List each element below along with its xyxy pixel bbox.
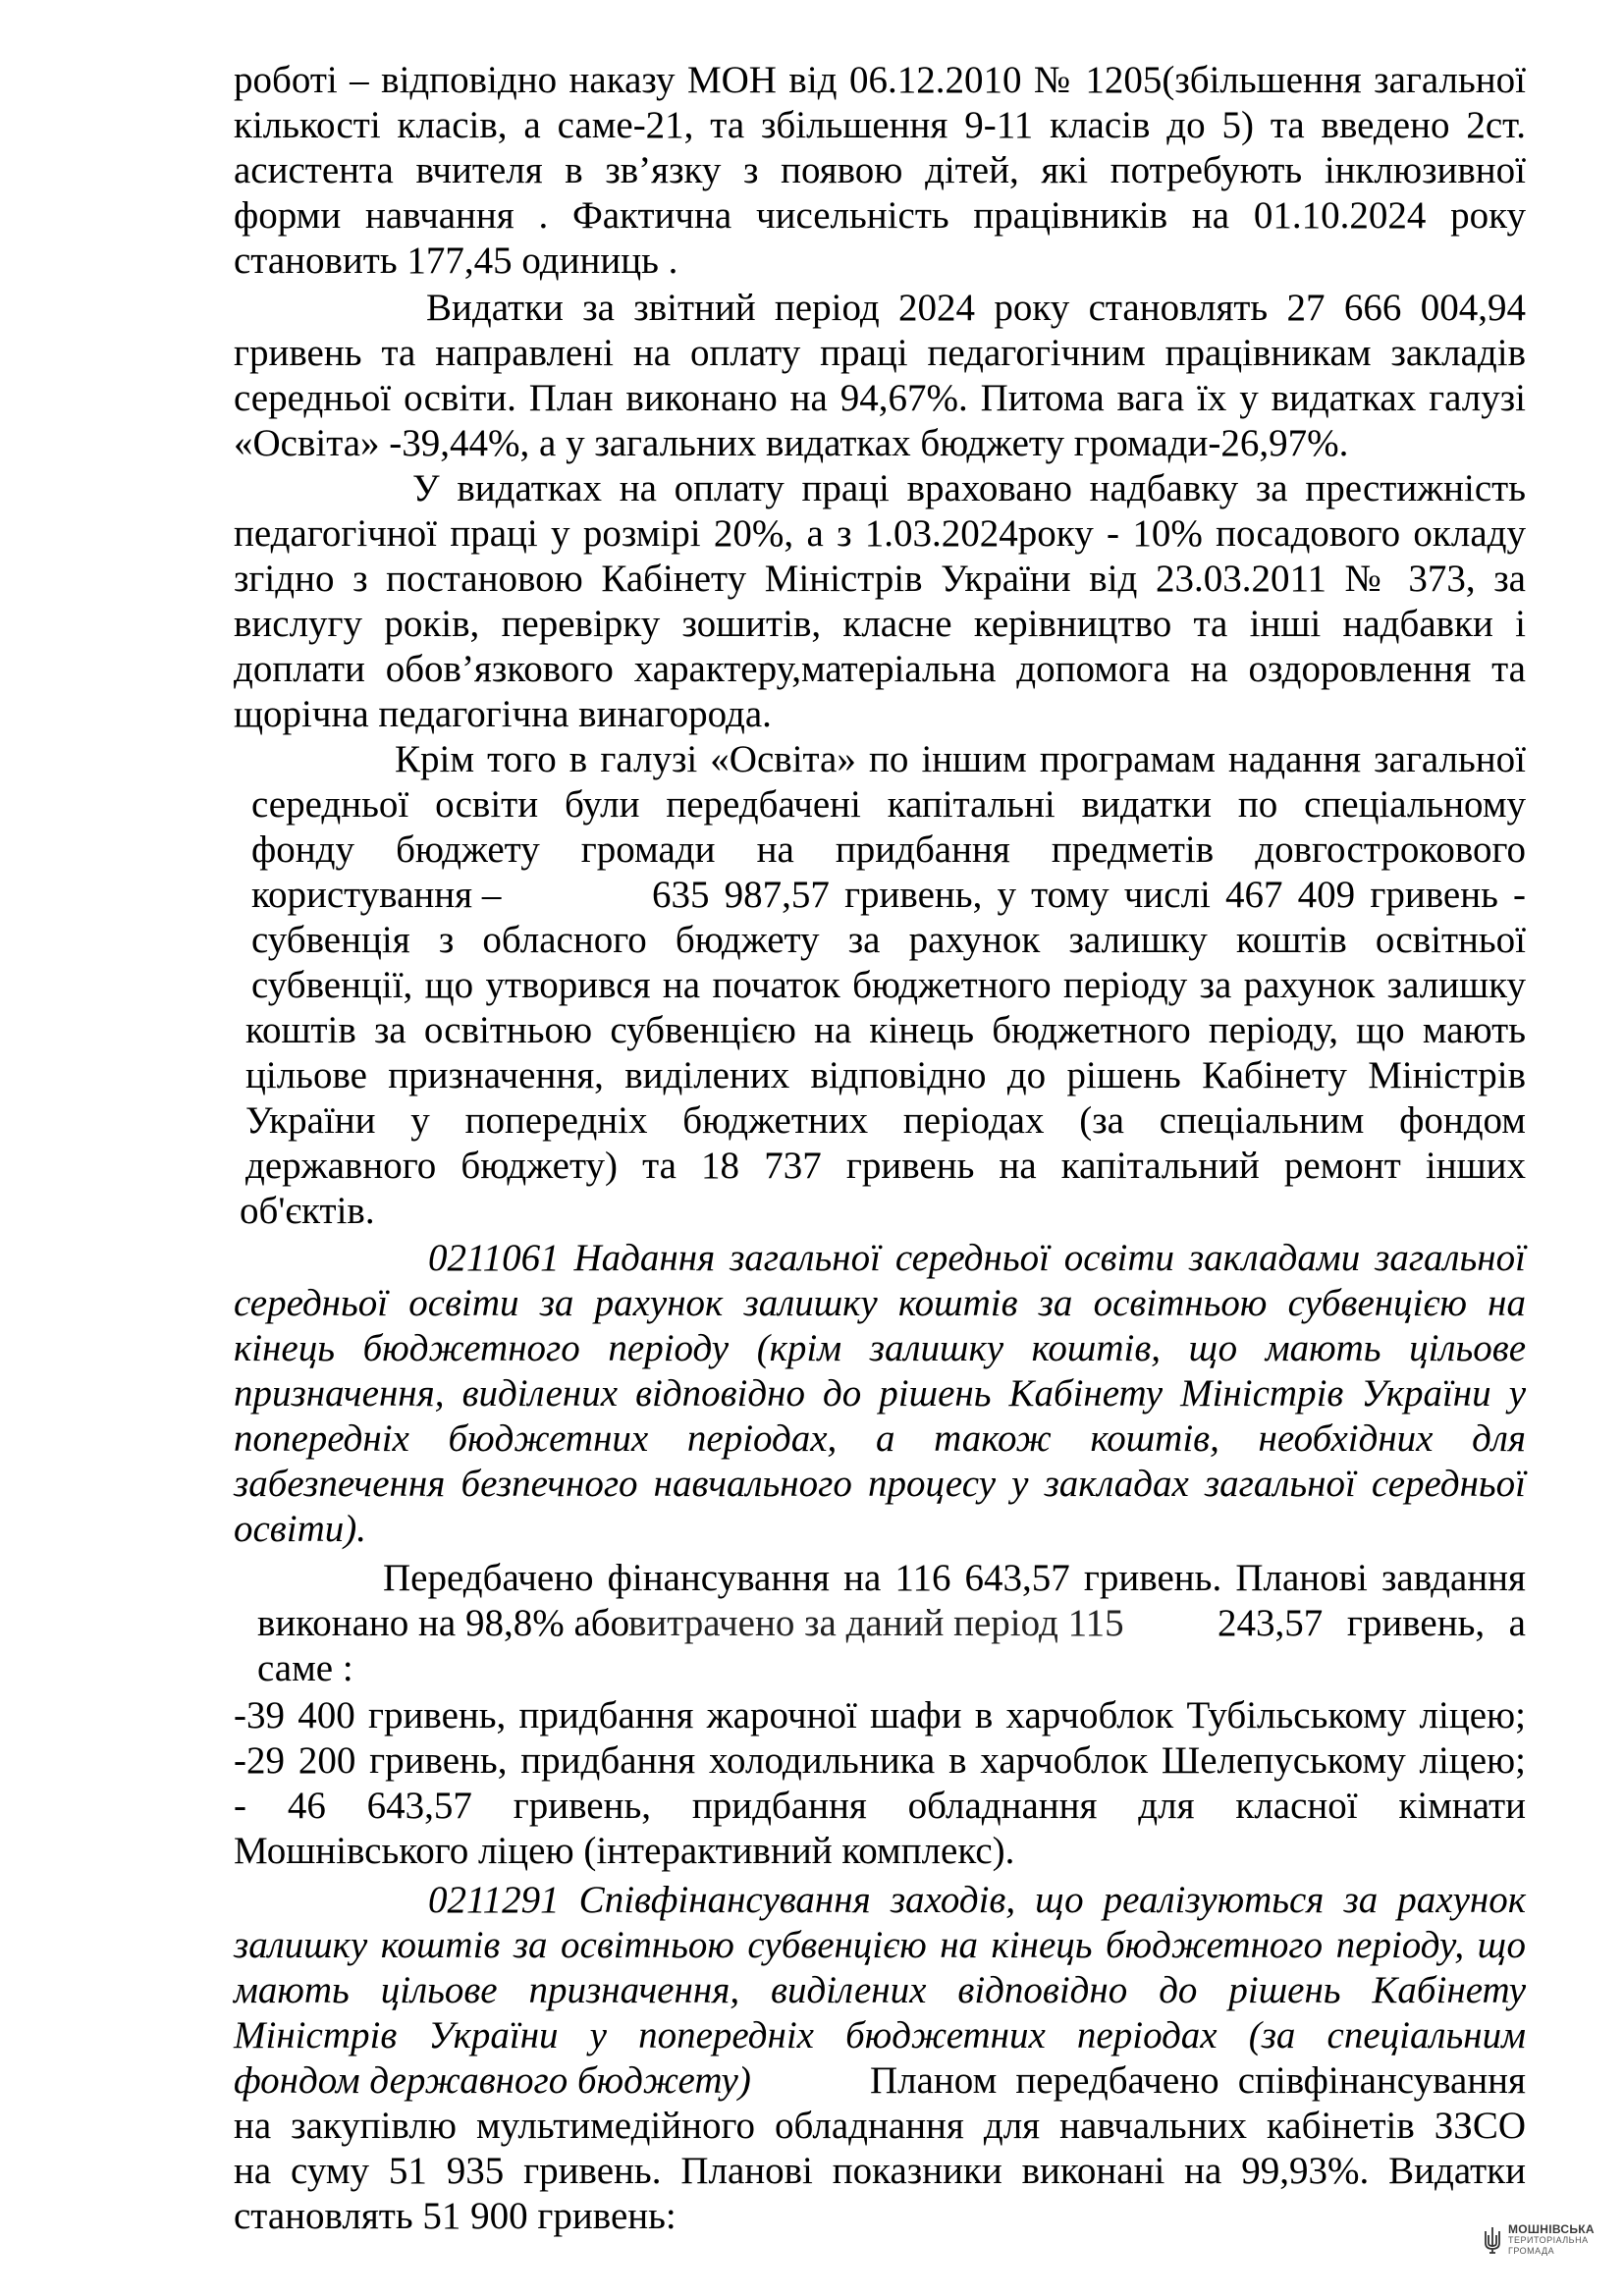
text-line: фонду бюджету громади на придбання предметів довгострокового [251,828,1526,871]
text-line: Видатки за звітний період 2024 року становлять 27 666 004,94 [426,287,1526,329]
program-heading: Міністрів України у попередніх бюджетних періодах (за спеціальним [234,2014,1526,2056]
program-heading: кінець бюджетного періоду (крім залишку коштів, що мають цільове [234,1327,1526,1369]
logo-title: МОШНІВСЬКА [1508,2221,1595,2236]
program-heading: фондом державного бюджету) [234,2059,751,2102]
program-heading: попередніх бюджетних періодах, а також коштів, необхідних для [234,1417,1526,1460]
text-line: України у попередніх бюджетних періодах (за спеціальним фондом [245,1099,1526,1142]
program-heading: середньої освіти за рахунок залишку коштів за освітньою субвенцією на [234,1282,1526,1324]
program-heading: мають цільове призначення, виділених відповідно до рішень Кабінету [234,1969,1526,2011]
text-line: цільове призначення, виділених відповідно до рішень Кабінету Міністрів [245,1054,1526,1096]
text-line: на закупівлю мультимедійного обладнання для навчальних кабінетів ЗЗСО [234,2105,1526,2147]
text-line: об'єктів. [240,1190,375,1232]
logo-subtitle: ТЕРИТОРІАЛЬНА [1508,2234,1589,2245]
text-line: доплати обов’язкового характеру,матеріальна допомога на оздоровлення та [234,648,1526,690]
list-item: -29 200 гривень, придбання холодильника в харчоблок Шелепуському ліцею; [234,1739,1526,1782]
text-line: асистента вчителя в зв’язку з появою дітей, які потребують інклюзивної [234,149,1526,191]
text-line: кількості класів, а саме-21, та збільшення 9-11 класів до 5) та введено 2ст. [234,104,1526,146]
trident-icon [1483,2225,1502,2255]
community-logo [1483,2220,1595,2260]
text-line: субвенція з обласного бюджету за рахунок залишку коштів освітньої [251,919,1526,961]
text-line: щорічна педагогічна винагорода. [234,693,772,735]
list-item: Мошнівського ліцею (інтерактивний комплекс). [234,1830,1015,1872]
text-line: Планом передбачено співфінансування [870,2059,1526,2102]
text-line: педагогічної праці у розмірі 20%, а з 1.03.2024року - 10% посадового окладу [234,512,1526,555]
text-line: 635 987,57 гривень, у тому числі 467 409 гривень - [652,874,1526,916]
text-line: Крім того в галузі «Освіта» по іншим програмам надання загальної [395,738,1526,780]
text-line: становить 177,45 одиниць . [234,240,678,282]
text-line: користування – [251,874,502,916]
program-heading: 0211061 Надання загальної середньої освіти закладами загальної [428,1237,1526,1279]
text-line: У видатках на оплату праці враховано надбавку за престижність [412,467,1526,509]
text-line: форми навчання . Фактична чисельність працівників на 01.10.2024 року [234,194,1526,237]
program-heading: забезпечення безпечного навчального процесу у закладах загальної середньої [234,1463,1526,1505]
program-heading: залишку коштів за освітньою субвенцією на кінець бюджетного періоду, що [234,1924,1526,1966]
text-line: 243,57 гривень, а [1218,1602,1526,1644]
logo-subtitle: ГРОМАДА [1508,2245,1555,2256]
text-line: Передбачено фінансування на 116 643,57 гривень. Планові завдання [383,1557,1526,1599]
text-line: витрачено за даний період 115 [628,1602,1124,1644]
text-line: середньої освіти були передбачені капітальні видатки по спеціальному [251,783,1526,826]
text-line: становлять 51 900 гривень: [234,2195,677,2237]
list-item: - 46 643,57 гривень, придбання обладнання для класної кімнати [234,1785,1526,1827]
text-line: коштів за освітньою субвенцією на кінець бюджетного періоду, що мають [245,1009,1526,1051]
text-line: на суму 51 935 гривень. Планові показники виконані на 99,93%. Видатки [234,2150,1526,2192]
program-heading: призначення, виділених відповідно до рішень Кабінету Міністрів України у [234,1372,1526,1415]
text-line: субвенції, що утворився на початок бюджетного періоду за рахунок залишку [251,964,1526,1006]
text-line: згідно з постановою Кабінету Міністрів України від 23.03.2011 № 373, за [234,558,1526,600]
text-line: «Освіта» -39,44%, а у загальних видатках бюджету громади-26,97%. [234,422,1349,464]
text-line: роботі – відповідно наказу МОН від 06.12.2010 № 1205(збільшення загальної [234,59,1526,101]
program-heading: 0211291 Співфінансування заходів, що реалізуються за рахунок [428,1879,1526,1921]
program-heading: освіти). [234,1508,366,1550]
text-line: вислугу років, перевірку зошитів, класне керівництво та інші надбавки і [234,603,1526,645]
text-line: виконано на 98,8% або [257,1602,630,1644]
text-line: гривень та направлені на оплату праці педагогічним працівникам закладів [234,332,1526,374]
text-line: саме : [257,1647,353,1689]
list-item: -39 400 гривень, придбання жарочної шафи в харчоблок Тубільському ліцею; [234,1694,1526,1736]
text-line: середньої освіти. План виконано на 94,67%. Питома вага їх у видатках галузі [234,377,1526,419]
text-line: державного бюджету) та 18 737 гривень на капітальний ремонт інших [245,1145,1526,1187]
